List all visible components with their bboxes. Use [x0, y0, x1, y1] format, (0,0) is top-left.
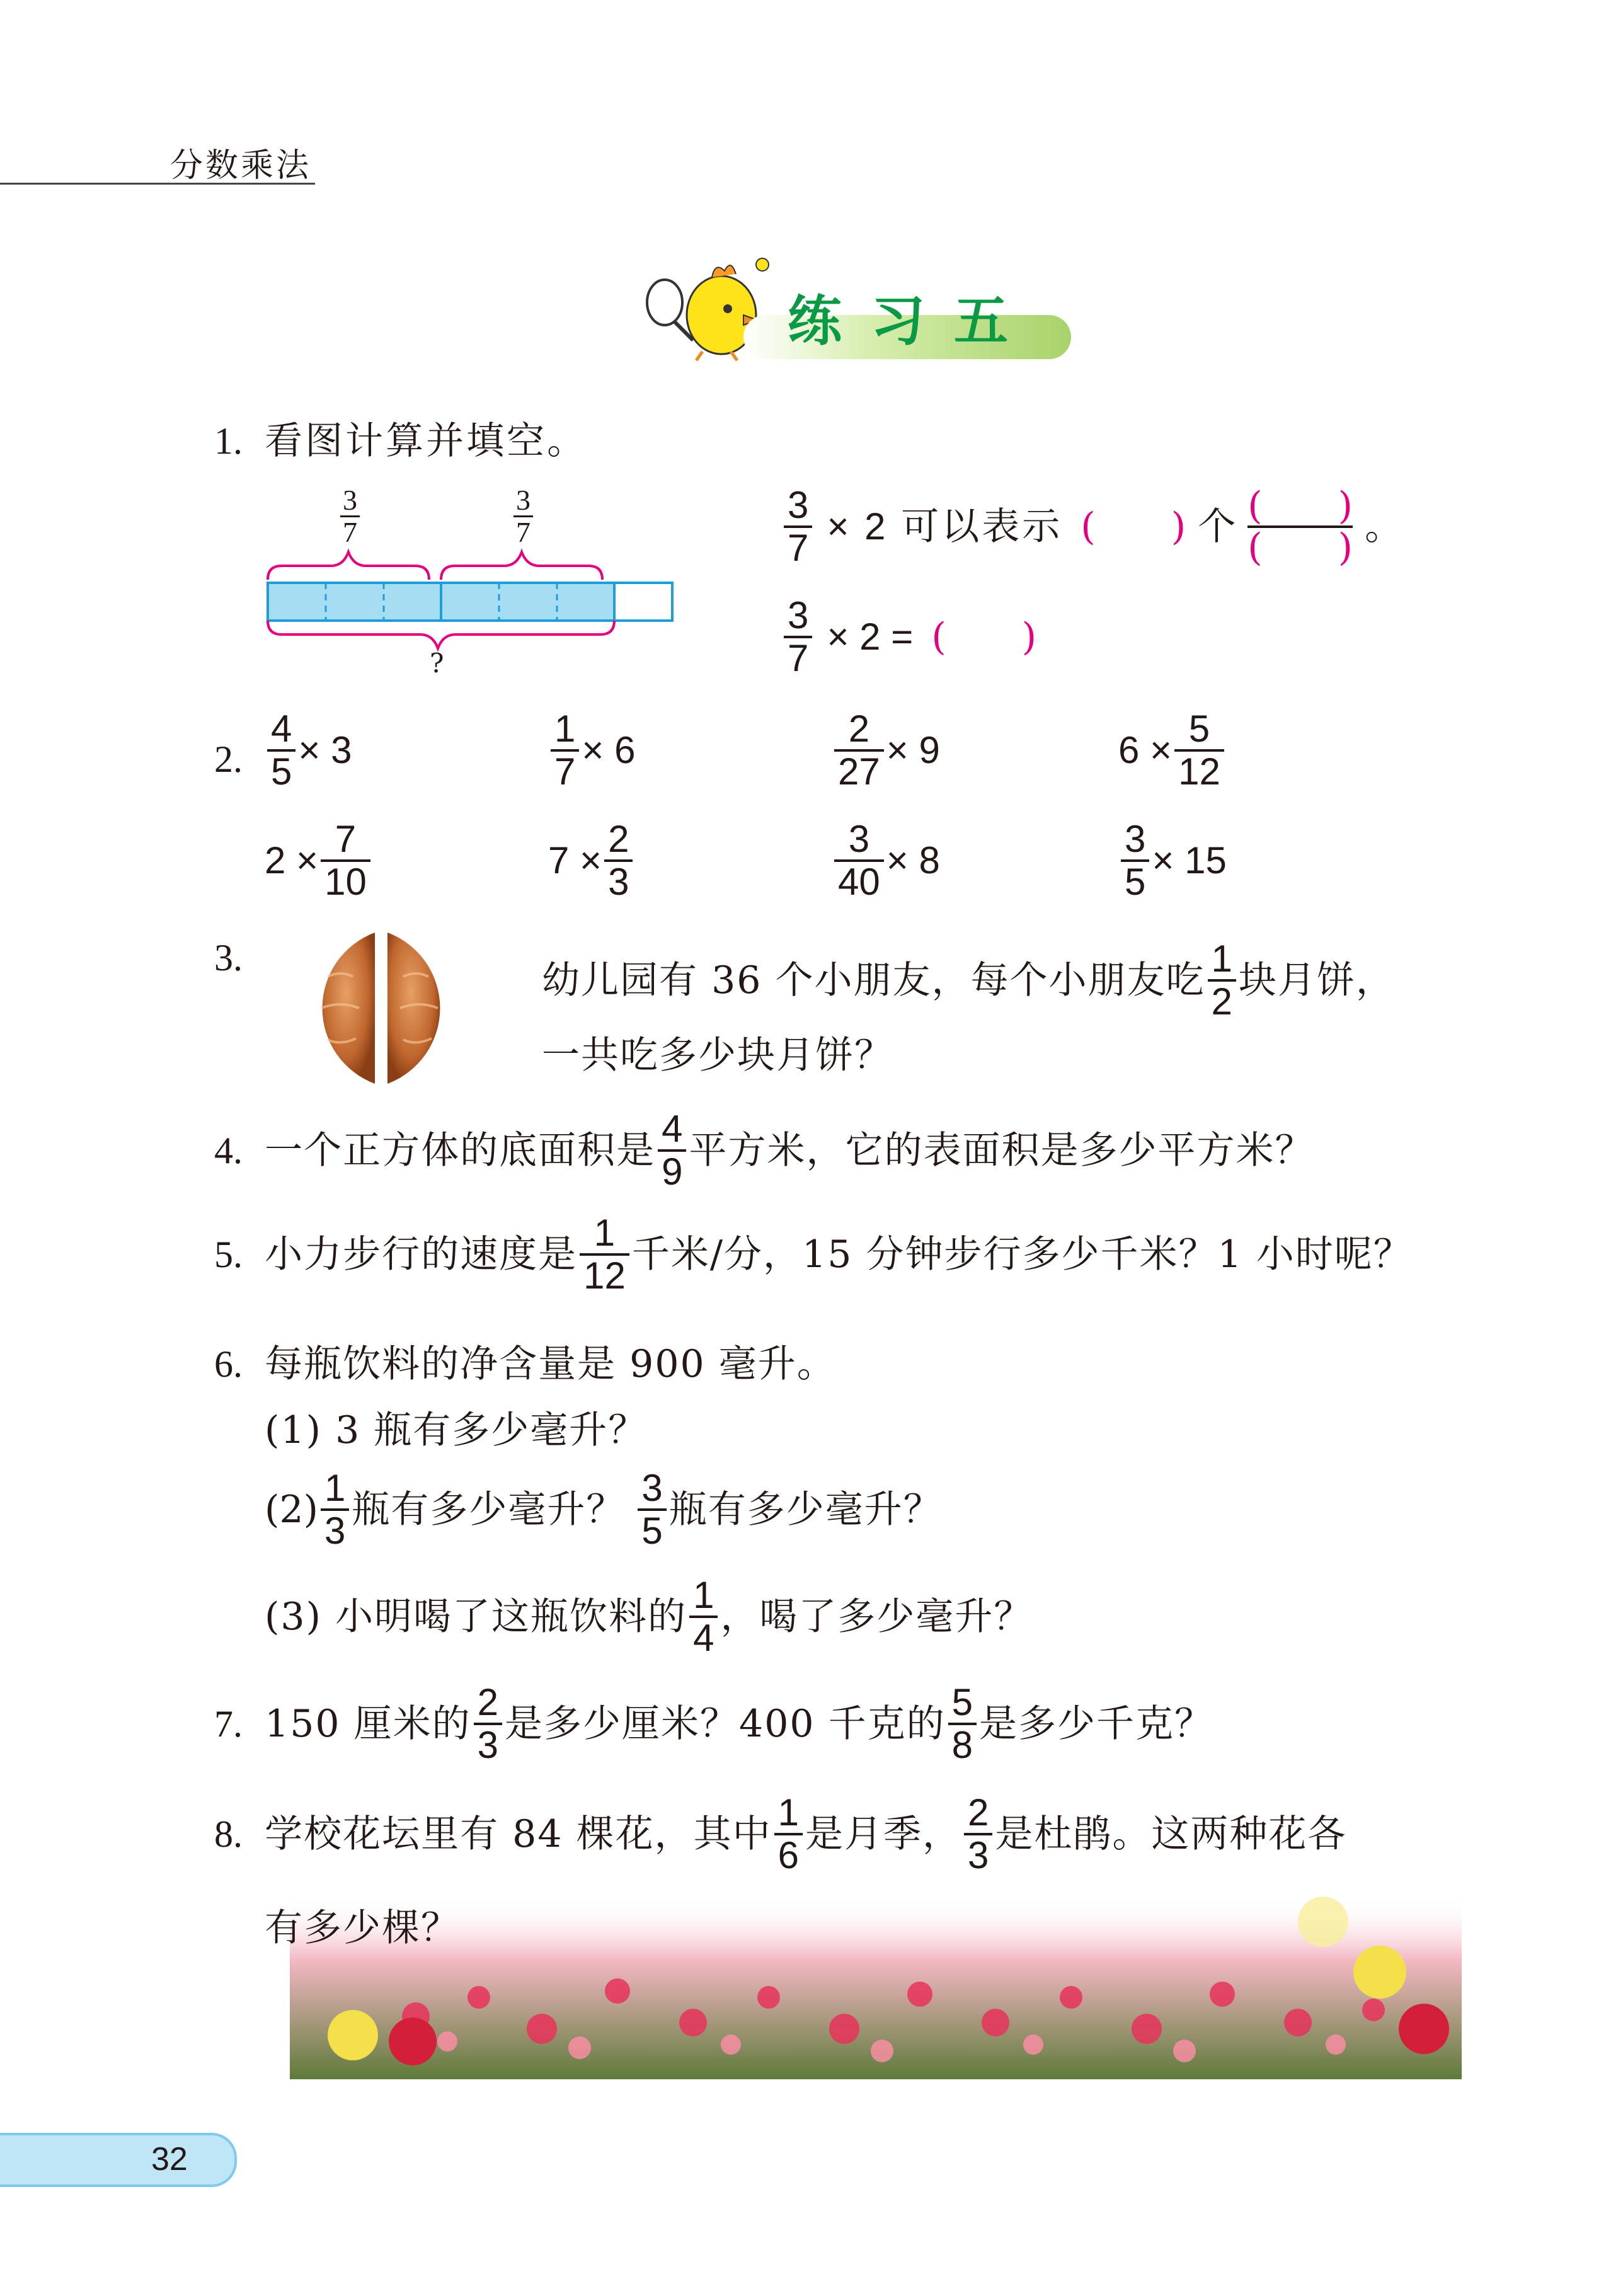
- q2-item: $\frac{1}{7}$ × 6: [548, 709, 635, 792]
- q1-prompt: [214, 416, 587, 466]
- q8-line2: 有多少棵？: [265, 1906, 460, 1950]
- fraction: $\frac{4}{9}$: [658, 1109, 686, 1192]
- q2-item: 6 × $\frac{5}{12}$: [1118, 709, 1227, 792]
- q6-sub1: (1) 3 瓶有多少毫升？: [265, 1408, 648, 1452]
- label-frac-left: 3 7: [340, 485, 360, 548]
- q3-number: 3.: [214, 937, 243, 979]
- fraction: $\frac{3}{5}$: [638, 1468, 666, 1551]
- q7: 7. 150 厘米的 $\frac{2}{3}$ 是多少厘米？400 千克的 $\frac{5}{8}$ 是多少千克？: [214, 1681, 1214, 1766]
- fraction: $\frac{5}{8}$: [948, 1682, 977, 1765]
- exercise-title-banner: [636, 252, 1077, 365]
- q1-line2-mid: × 2 =: [827, 616, 914, 658]
- fraction: $\frac{1}{4}$: [689, 1575, 718, 1658]
- running-header: [0, 132, 315, 185]
- q2-item: $\frac{4}{5}$ × 3: [265, 709, 352, 792]
- q8-line1: 8. 学校花坛里有 84 棵花，其中 $\frac{1}{6}$ 是月季， $\frac{2}{3}$ 是杜鹃。这两种花各: [214, 1791, 1347, 1876]
- q1-line2: [781, 595, 1036, 679]
- q2-item: $\frac{3}{40}$ × 8: [832, 819, 940, 902]
- fraction: $\frac{1}{12}$: [580, 1213, 629, 1296]
- page-number: 32: [151, 2141, 188, 2178]
- label-frac-right: 3 7: [513, 485, 533, 548]
- fraction: $\frac{3}{40}$: [834, 819, 884, 902]
- fraction: $\frac{2}{27}$: [834, 709, 884, 792]
- page-number-tab: [0, 2133, 237, 2187]
- q1-line1-mid: × 2 可以表示: [827, 505, 1063, 548]
- answer-blank[interactable]: ( ): [931, 615, 1037, 659]
- q1-line1-unit: 个: [1198, 505, 1236, 549]
- exercise-title: 练 习 五: [788, 290, 1013, 353]
- section-title: 分数乘法: [170, 147, 312, 185]
- fraction: $\frac{5}{12}$: [1174, 709, 1224, 792]
- fraction: $\frac{3}{7}$: [784, 485, 812, 568]
- fraction: $\frac{1}{3}$: [321, 1468, 349, 1551]
- q3-line2: 一共吃多少块月饼？: [542, 1033, 893, 1077]
- q2-item: 7 × $\frac{2}{3}$: [548, 819, 635, 902]
- answer-fraction-blank[interactable]: [1247, 484, 1353, 570]
- fraction: $\frac{1}{6}$: [774, 1793, 803, 1876]
- answer-numerator-blank[interactable]: ( ): [1247, 484, 1353, 528]
- fraction: $\frac{2}{3}$: [474, 1682, 502, 1765]
- q1-number: 1.: [214, 420, 243, 462]
- q4: 4. 一个正方体的底面积是 $\frac{4}{9}$ 平方米，它的表面积是多少平方米？: [214, 1108, 1314, 1193]
- fraction: $\frac{2}{3}$: [964, 1793, 992, 1876]
- question-mark-label: ?: [430, 648, 444, 679]
- q6: 6. 每瓶饮料的净含量是 900 毫升。: [214, 1342, 836, 1386]
- answer-blank[interactable]: ( ): [1081, 505, 1186, 549]
- q2-item: 2 × $\frac{7}{10}$: [265, 819, 373, 902]
- fraction: $\frac{7}{10}$: [321, 819, 370, 902]
- fraction: $\frac{3}{5}$: [1121, 819, 1149, 902]
- q1-line1-end: 。: [1365, 505, 1403, 549]
- q2-item: $\frac{3}{5}$ × 15: [1118, 819, 1227, 902]
- fraction: $\frac{2}{3}$: [604, 819, 633, 902]
- fraction: $\frac{3}{7}$: [784, 595, 812, 679]
- q1-text: 看图计算并填空。: [265, 419, 588, 463]
- q2-number: 2.: [214, 738, 243, 780]
- answer-denominator-blank[interactable]: ( ): [1247, 525, 1353, 570]
- fraction: $\frac{1}{7}$: [551, 709, 579, 792]
- fraction-bar-diagram: [265, 485, 693, 687]
- q5: 5. 小力步行的速度是 $\frac{1}{12}$ 千米/分，15 分钟步行多少千米？1 小时呢？: [214, 1212, 1413, 1297]
- q3-line1: 幼儿园有 36 个小朋友，每个小朋友吃 $\frac{1}{2}$ 块月饼，: [542, 938, 1395, 1023]
- q1-diagram: [265, 485, 693, 687]
- q6-sub2: (2) $\frac{1}{3}$ 瓶有多少毫升？ $\frac{3}{5}$ 瓶有多少毫升？: [265, 1467, 943, 1552]
- q1-line1: [781, 485, 1402, 580]
- mooncake-image: [290, 926, 473, 1090]
- q6-sub3: (3) 小明喝了这瓶饮料的 $\frac{1}{4}$ ，喝了多少毫升？: [265, 1574, 1033, 1659]
- fraction: $\frac{1}{2}$: [1208, 939, 1236, 1022]
- q2-item: $\frac{2}{27}$ × 9: [832, 709, 940, 792]
- fraction: $\frac{4}{5}$: [267, 709, 295, 792]
